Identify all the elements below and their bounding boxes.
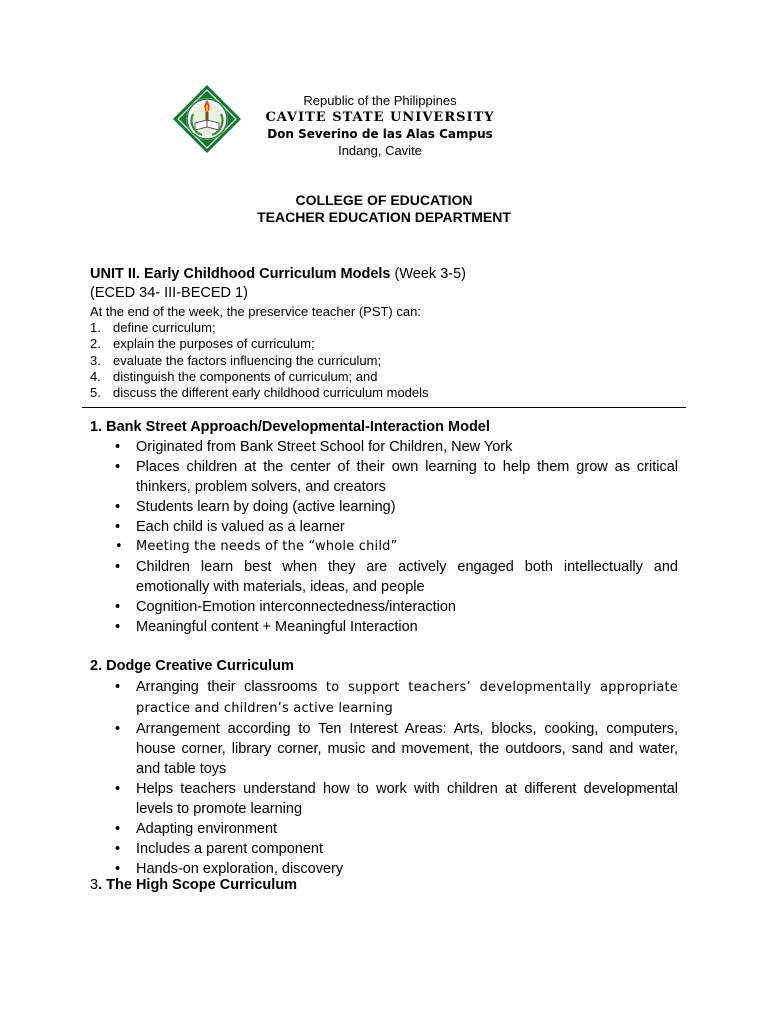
- objective-text: define curriculum;: [113, 320, 216, 335]
- objective-text: distinguish the components of curriculum; and: [113, 368, 378, 384]
- campus-name: Don Severino de las Alas Campus: [267, 127, 493, 141]
- objectives-list: [90, 320, 429, 401]
- list-item: • Children learn best when they are actively engaged both intellectually and emotionally with materials, ideas, and people: [136, 557, 678, 597]
- objective-item: [90, 336, 429, 352]
- list-item: • Meeting the needs of the “whole child”: [136, 537, 678, 557]
- list-item: • Cognition-Emotion interconnectedness/interaction: [136, 597, 678, 617]
- list-item: • Includes a parent component: [136, 839, 678, 859]
- objective-number: 1.: [90, 320, 101, 335]
- unit-title: [90, 266, 466, 283]
- objective-number: 3.: [90, 352, 101, 368]
- university-name: CAVITE STATE UNIVERSITY: [265, 110, 495, 125]
- objective-text: discuss the different early childhood curriculum models: [113, 385, 429, 401]
- objective-number: 5.: [90, 385, 101, 401]
- letterhead: [230, 93, 530, 159]
- course-code: (ECED 34- III-BECED 1): [90, 285, 248, 301]
- list-item: • Students learn by doing (active learning): [136, 497, 678, 517]
- objective-number: 4.: [90, 368, 101, 384]
- list-item: • Each child is valued as a learner: [136, 517, 678, 537]
- list-item: • Hands-on exploration, discovery: [136, 859, 678, 879]
- list-item: • Places children at the center of their own learning to help them grow as critical thinkers, problem solvers, and creators: [136, 457, 678, 497]
- dodge-bullets: [136, 677, 678, 879]
- college-name: COLLEGE OF EDUCATION: [295, 192, 473, 208]
- objectives-intro: At the end of the week, the preservice teacher (PST) can:: [90, 304, 421, 319]
- bank-street-bullets: [136, 437, 678, 637]
- college-heading: [0, 192, 768, 226]
- list-item: • Originated from Bank Street School for Children, New York: [136, 437, 678, 457]
- objective-item: [90, 369, 429, 385]
- list-item: • Helps teachers understand how to work with children at different developmental levels to promote learning: [136, 779, 678, 819]
- section-title-dodge: 2. Dodge Creative Curriculum: [90, 658, 294, 674]
- objective-item: [90, 385, 429, 401]
- section-number: 3: [90, 877, 99, 893]
- section-title-text: . The High Scope Curriculum: [98, 877, 298, 893]
- list-item: • Adapting environment: [136, 819, 678, 839]
- list-item-text-continued: to support teachers’ developmentally appropriate practice and children’s active learning: [136, 680, 678, 716]
- objective-text: evaluate the factors influencing the curriculum;: [113, 352, 382, 368]
- campus-location: Indang, Cavite: [338, 143, 422, 158]
- list-item: • Meaningful content + Meaningful Interaction: [136, 617, 678, 637]
- objective-item: [90, 353, 429, 369]
- department-name: TEACHER EDUCATION DEPARTMENT: [257, 209, 511, 225]
- objective-item: [90, 320, 429, 336]
- unit-weeks: (Week 3-5): [394, 266, 466, 282]
- section-title-high-scope: [90, 876, 297, 894]
- list-item: [136, 677, 678, 719]
- list-item-text: Arranging their classrooms: [136, 679, 318, 695]
- objective-number: 2.: [90, 336, 101, 352]
- objective-text: explain the purposes of curriculum;: [113, 336, 315, 352]
- unit-title-text: UNIT II. Early Childhood Curriculum Models: [90, 266, 391, 282]
- republic-line: Republic of the Philippines: [303, 93, 457, 108]
- horizontal-divider: [82, 407, 686, 408]
- section-title-bank-street: 1. Bank Street Approach/Developmental-Interaction Model: [90, 419, 490, 435]
- list-item: • Arrangement according to Ten Interest Areas: Arts, blocks, cooking, computers, house corner, library corner, music and movement, the outdoors, sand and water, and table toys: [136, 719, 678, 779]
